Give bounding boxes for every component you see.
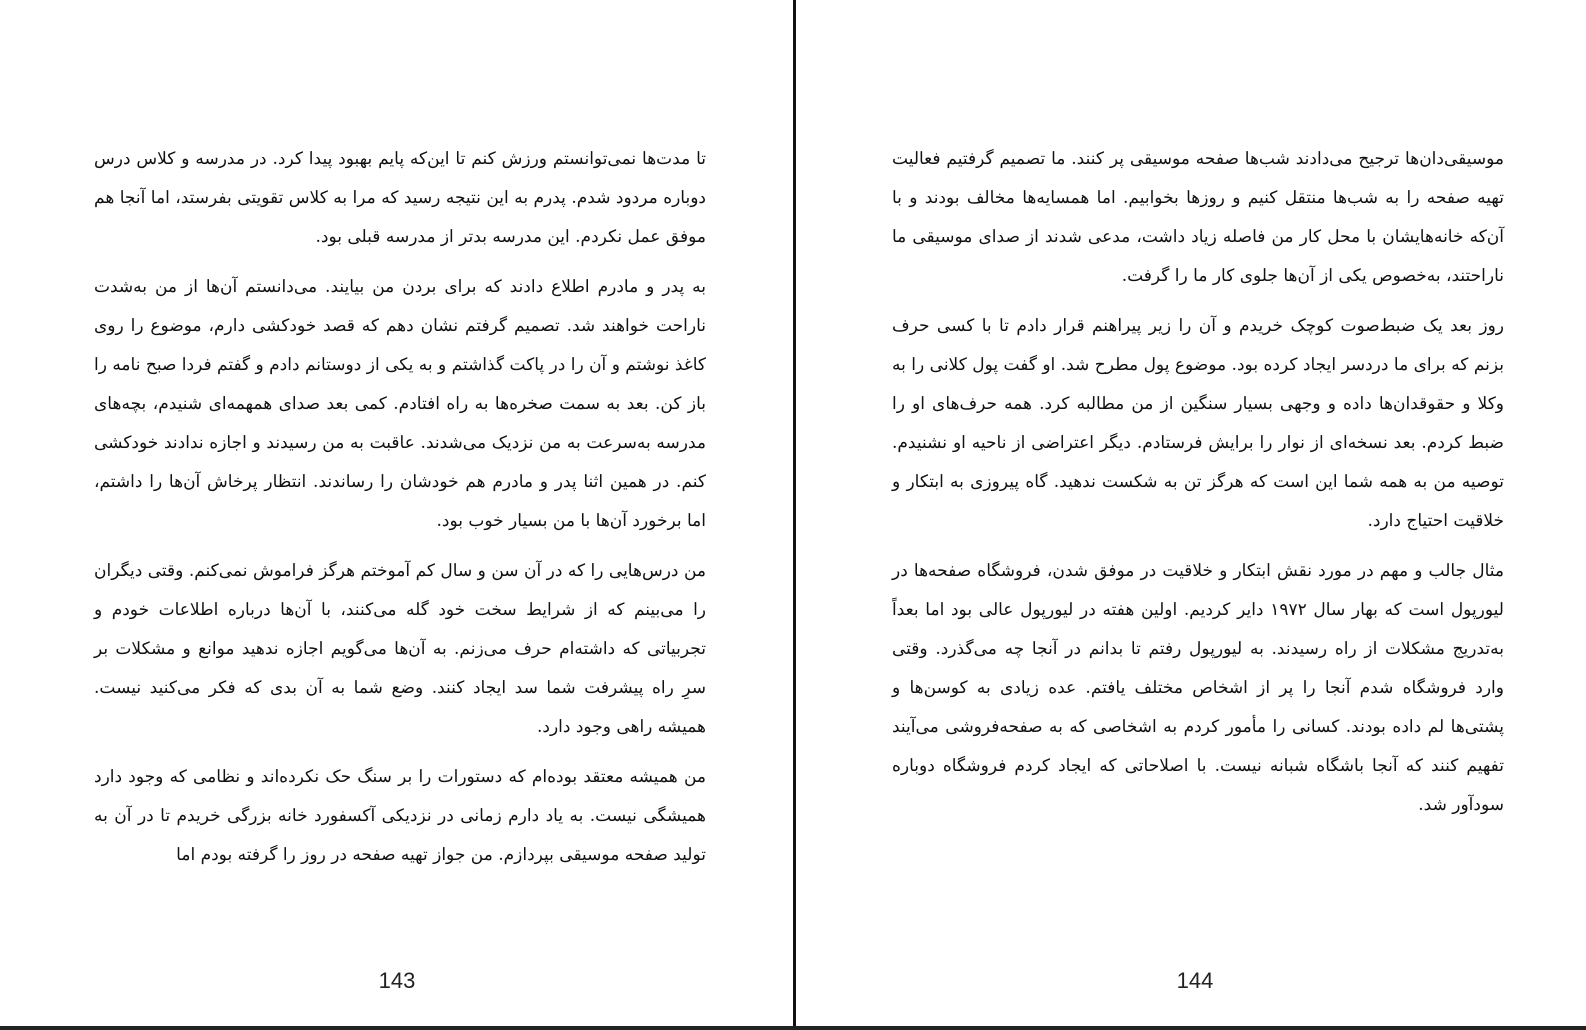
bottom-page-edge [0, 1026, 1586, 1030]
left-paragraph-4: من همیشه معتقد بوده‌ام که دستورات را بر سنگ حک نکرده‌اند و نظامی که وجود دارد همیشگی نیست. به یاد دارم زمانی در نزدیکی آکسفورد خانه بزرگی خریدم تا در آن به تولید صفحه موسیقی بپردازم. من جواز تهیه صفحه در روز را گرفته بودم اما [94, 767, 706, 865]
right-paragraph-1: موسیقی‌دان‌ها ترجیح می‌دادند شب‌ها صفحه موسیقی پر کنند. ما تصمیم گرفتیم فعالیت تهیه صفحه را به شب‌ها منتقل کنیم و روزها بخوابیم. اما همسایه‌ها مخالف بودند و با آن‌که خانه‌هایشان با محل کار من فاصله زیاد داشت، مدعی شدند از صدای موسیقی ما ناراحتند، به‌خصوص یکی از آن‌ها جلوی کار ما را گرفت. [892, 149, 1504, 286]
right-paragraph-2: روز بعد یک ضبط‌صوت کوچک خریدم و آن را زیر پیراهنم قرار دادم تا با کسی حرف بزنم که برای ما دردسر ایجاد کرده بود. موضوع پول مطرح شد. او گفت پول کلانی را به وکلا و حقوقدان‌ها داده و وجهی بسیار سنگین از من مطالبه کرد. همه حرف‌های او را ضبط کردم. بعد نسخه‌ای از نوار را برایش فرستادم. دیگر اعتراضی از ناحیه او نشنیدم. توصیه من به همه شما این است که هرگز تن به شکست ندهید. گاه پیروزی به ابتکار و خلاقیت احتیاج دارد. [892, 316, 1504, 531]
left-page-body [94, 140, 706, 886]
right-paragraph-3: مثال جالب و مهم در مورد نقش ابتکار و خلاقیت در موفق شدن، فروشگاه صفحه‌ها در لیورپول است که بهار سال ۱۹۷۲ دایر کردیم. اولین هفته در لیورپول عالی بود اما بعداً به‌تدریج مشکلات از راه رسیدند. به لیورپول رفتم تا بدانم در آنجا چه می‌گذرد. وقتی وارد فروشگاه شدم آنجا را پر از اشخاص مختلف یافتم. عده زیادی به کوسن‌ها و پشتی‌ها لم داده بودند. کسانی را مأمور کردم به اشخاصی که به صفحه‌فروشی می‌آیند تفهیم کنند که آنجا باشگاه شبانه نیست. با اصلاحاتی که ایجاد کردم فروشگاه دوباره سودآور شد. [892, 561, 1504, 815]
right-page-number: 144 [1176, 968, 1214, 993]
right-page-body [892, 140, 1504, 836]
right-page [800, 0, 1586, 1030]
left-paragraph-2: به پدر و مادرم اطلاع دادند که برای بردن من بیایند. می‌دانستم آن‌ها از من به‌شدت ناراحت خواهند شد. تصمیم گرفتم نشان دهم که قصد خودکشی دارم، موضوع را روی کاغذ نوشتم و آن را در پاکت گذاشتم و به یکی از دوستانم دادم و گفتم فردا صبح نامه را باز کن. بعد به سمت صخره‌ها به راه افتادم. کمی بعد صدای همهمه‌ای شنیدم، بچه‌های مدرسه به‌سرعت به من نزدیک می‌شدند. عاقبت به من رسیدند و اجازه ندادند خودکشی کنم. در همین اثنا پدر و مادرم هم خودشان را رساندند. انتظار پرخاش آن‌ها را داشتم، اما برخورد آن‌ها با من بسیار خوب بود. [93, 277, 706, 531]
left-paragraph-1: تا مدت‌ها نمی‌توانستم ورزش کنم تا این‌که پایم بهبود پیدا کرد. در مدرسه و کلاس درس دوباره مردود شدم. پدرم به این نتیجه رسید که مرا به کلاس تقویتی بفرستد، اما آنجا هم موفق عمل نکردم. این مدرسه بدتر از مدرسه قبلی بود. [94, 149, 706, 247]
left-page-number: 143 [378, 968, 416, 993]
left-page [0, 0, 792, 1030]
left-paragraph-3: من درس‌هایی را که در آن سن و سال کم آموختم هرگز فراموش نمی‌کنم. وقتی دیگران را می‌بینم که از شرایط سخت خود گله می‌کنند، با آن‌ها درباره اطلاعات خودم و تجربیاتی که داشته‌ام حرف می‌زنم. به آن‌ها می‌گویم اجازه ندهید موانع و مشکلات بر سرِ راه پیشرفت شما سد ایجاد کنند. وضع شما به آن بدی که فکر می‌کنید نیست. همیشه راهی وجود دارد. [94, 561, 706, 737]
book-spine-divider [793, 0, 796, 1030]
